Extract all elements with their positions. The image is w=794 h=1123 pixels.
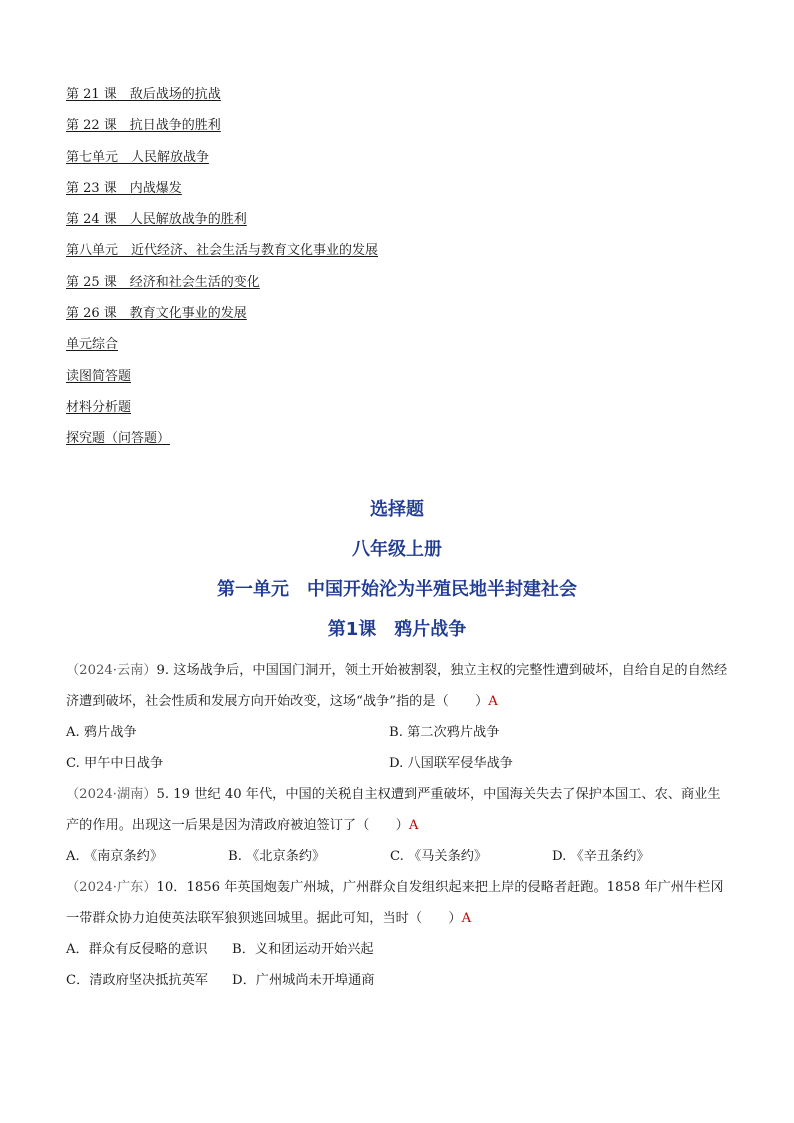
option-d: D. 《辛丑条约》 — [552, 849, 650, 864]
option-a: A．群众有反侵略的意识 — [66, 942, 208, 957]
question-stem — [66, 655, 732, 717]
question-stem — [66, 872, 732, 934]
question-stem — [66, 779, 732, 841]
table-of-contents — [66, 84, 378, 460]
option-c: C．清政府坚决抵抗英军 — [66, 973, 208, 988]
toc-link-lesson-26[interactable]: 第 26 课 教育文化事业的发展 — [66, 306, 247, 322]
toc-link-unit-review[interactable]: 单元综合 — [66, 337, 119, 353]
toc-link-lesson-24[interactable]: 第 24 课 人民解放战争的胜利 — [66, 212, 247, 228]
question-answer: A — [488, 694, 498, 709]
toc-link-lesson-22[interactable]: 第 22 课 抗日战争的胜利 — [66, 118, 221, 134]
option-row — [66, 717, 732, 748]
toc-link-material-analysis[interactable]: 材料分析题 — [66, 399, 132, 415]
question-text: 5. 19 世纪 40 年代，中国的关税自主权遭到严重破坏，中国海关失去了保护本国工、农、商业生产的作用。出现这一后果是因为清政府被迫签订了（ ） — [66, 787, 721, 833]
question-source: （2024·广东） — [66, 880, 157, 895]
toc-link-unit-7[interactable]: 第七单元 人民解放战争 — [66, 149, 210, 165]
option-row — [66, 841, 732, 872]
toc-link-picture-questions[interactable]: 读图简答题 — [66, 368, 132, 384]
toc-link-inquiry-questions[interactable]: 探究题（问答题） — [66, 431, 171, 447]
question-text: 9. 这场战争后，中国国门洞开，领土开始被割裂，独立主权的完整性遭到破坏，自给自足的自然经济遭到破坏，社会性质和发展方向开始改变，这场“战争”指的是（ ） — [66, 663, 728, 709]
question-item — [66, 655, 732, 779]
option-c: C. 甲午中日战争 — [66, 756, 164, 771]
option-a: A. 鸦片战争 — [66, 725, 137, 740]
question-answer: A — [461, 911, 472, 926]
question-item — [66, 872, 732, 996]
section-title: 选择题 — [370, 499, 424, 520]
option-d: D. 八国联军侵华战争 — [389, 756, 513, 771]
lesson-title: 第1课 鸦片战争 — [327, 619, 467, 640]
option-row — [66, 965, 732, 996]
option-row — [66, 748, 732, 779]
option-b: B．义和团运动开始兴起 — [232, 942, 374, 957]
question-text: 10．1856 年英国炮轰广州城，广州群众自发组织起来把上岸的侵略者赶跑。1858 年广州牛栏冈一带群众协力迫使英法联军狼狈逃回城里。据此可知，当时（ ） — [66, 880, 724, 926]
question-list — [66, 655, 732, 996]
question-source: （2024·湖南） — [66, 787, 157, 802]
option-b: B. 《北京条约》 — [228, 849, 326, 864]
grade-title: 八年级上册 — [352, 539, 442, 560]
unit-title: 第一单元 中国开始沦为半殖民地半封建社会 — [217, 579, 577, 600]
question-item — [66, 779, 732, 872]
question-source: （2024·云南） — [66, 663, 157, 678]
question-answer: A — [408, 818, 419, 833]
option-a: A. 《南京条约》 — [66, 849, 164, 864]
option-b: B. 第二次鸦片战争 — [389, 725, 500, 740]
toc-link-unit-8[interactable]: 第八单元 近代经济、社会生活与教育文化事业的发展 — [66, 243, 379, 259]
option-c: C. 《马关条约》 — [390, 849, 488, 864]
option-d: D．广州城尚未开埠通商 — [232, 973, 375, 988]
section-headings — [0, 490, 794, 650]
option-row — [66, 934, 732, 965]
toc-link-lesson-25[interactable]: 第 25 课 经济和社会生活的变化 — [66, 274, 260, 290]
toc-link-lesson-23[interactable]: 第 23 课 内战爆发 — [66, 180, 182, 196]
toc-link-lesson-21[interactable]: 第 21 课 敌后战场的抗战 — [66, 87, 221, 102]
